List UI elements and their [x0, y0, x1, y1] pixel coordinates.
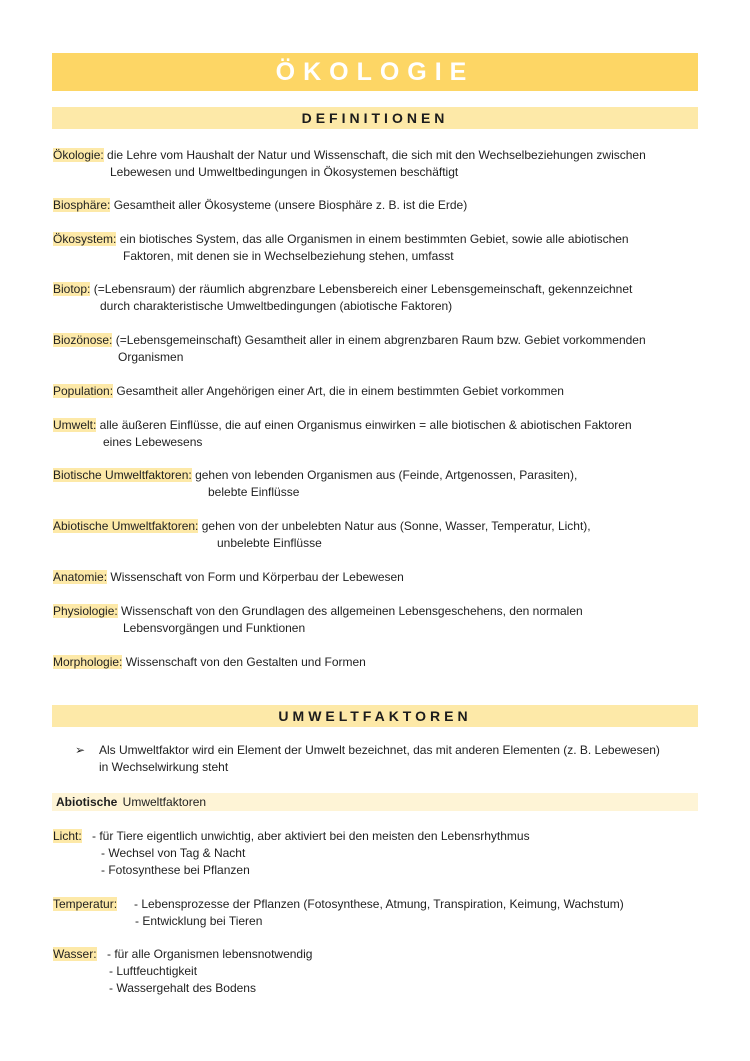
- definition-text: Gesamtheit aller Ökosysteme (unsere Biosphäre z. B. ist die Erde): [110, 198, 468, 212]
- factor-term: Temperatur:: [53, 897, 118, 911]
- subheading-abiotische-umweltfaktoren: [52, 793, 698, 811]
- definition-entry: [53, 281, 703, 315]
- factor-entry-wasser: [53, 946, 313, 997]
- factor-term: Wasser:: [53, 947, 97, 961]
- definition-term: Umwelt:: [53, 418, 97, 432]
- factor-item: - Fotosynthese bei Pflanzen: [101, 863, 250, 877]
- definition-text-cont: Lebewesen und Umweltbedingungen in Ökosystemen beschäftigt: [110, 165, 459, 179]
- definition-entry: [53, 417, 703, 451]
- definition-entry: [53, 197, 703, 214]
- definition-text-cont: belebte Einflüsse: [208, 485, 300, 499]
- definition-text: (=Lebensgemeinschaft) Gesamtheit aller in einem abgrenzbaren Raum bzw. Gebiet vorkommenden: [112, 333, 646, 347]
- section-title: UMWELTFAKTOREN: [278, 708, 472, 724]
- factor-item: - Wassergehalt des Bodens: [109, 981, 256, 995]
- subheading-bold: Abiotische: [56, 795, 118, 809]
- definition-text: ein biotisches System, das alle Organismen in einem bestimmten Gebiet, sowie alle abiotischen: [116, 232, 629, 246]
- definition-text-cont: Faktoren, mit denen sie in Wechselbeziehung stehen, umfasst: [123, 249, 454, 263]
- definition-term: Ökosystem:: [53, 232, 117, 246]
- bullet-text-cont: in Wechselwirkung steht: [99, 760, 229, 774]
- section-header-umweltfaktoren: [52, 705, 698, 727]
- factor-item: - Wechsel von Tag & Nacht: [101, 846, 246, 860]
- definition-entry: [53, 603, 703, 637]
- arrow-bullet-icon: ➢: [75, 743, 86, 757]
- page-title: ÖKOLOGIE: [275, 57, 475, 86]
- bullet-text: Als Umweltfaktor wird ein Element der Umwelt bezeichnet, das mit anderen Elementen (z. B. Lebewesen): [99, 743, 660, 757]
- definition-text-cont: unbelebte Einflüsse: [217, 536, 322, 550]
- section-title: DEFINITIONEN: [301, 110, 449, 126]
- definition-entry: [53, 467, 703, 501]
- factor-item: - Lebensprozesse der Pflanzen (Fotosynthese, Atmung, Transpiration, Keimung, Wachstum): [134, 897, 624, 911]
- definition-text: die Lehre vom Haushalt der Natur und Wissenschaft, die sich mit den Wechselbeziehungen zwischen: [103, 148, 646, 162]
- definition-text: Gesamtheit aller Angehörigen einer Art, die in einem bestimmten Gebiet vorkommen: [113, 384, 564, 398]
- title-banner: [52, 53, 698, 91]
- factor-item: - Entwicklung bei Tieren: [135, 914, 263, 928]
- factor-term: Licht:: [53, 829, 82, 843]
- definition-term: Ökologie:: [53, 148, 104, 162]
- definition-entry: [53, 518, 703, 552]
- subheading-rest: Umweltfaktoren: [119, 795, 207, 809]
- definition-entry: [53, 147, 703, 181]
- definition-text: gehen von lebenden Organismen aus (Feinde, Artgenossen, Parasiten),: [191, 468, 578, 482]
- factor-entry-temperatur: [53, 896, 624, 930]
- definition-text: (=Lebensraum) der räumlich abgrenzbare Lebensbereich einer Lebensgemeinschaft, gekennzeichnet: [90, 282, 633, 296]
- definition-term: Morphologie:: [53, 655, 123, 669]
- definition-term: Biosphäre:: [53, 198, 111, 212]
- definition-entry: [53, 332, 703, 366]
- factor-item: - für alle Organismen lebensnotwendig: [107, 947, 313, 961]
- definition-term: Physiologie:: [53, 604, 118, 618]
- definition-entry: [53, 231, 703, 265]
- definition-entry: [53, 383, 703, 400]
- definition-term: Biozönose:: [53, 333, 113, 347]
- definition-term: Abiotische Umweltfaktoren:: [53, 519, 199, 533]
- section-header-definitionen: [52, 107, 698, 129]
- definition-entry: [53, 654, 703, 671]
- factor-item: - Luftfeuchtigkeit: [109, 964, 198, 978]
- factor-item: - für Tiere eigentlich unwichtig, aber aktiviert bei den meisten den Lebensrhythmus: [92, 829, 530, 843]
- definition-term: Anatomie:: [53, 570, 108, 584]
- definition-term: Biotop:: [53, 282, 91, 296]
- definition-text: Wissenschaft von den Gestalten und Formen: [122, 655, 366, 669]
- definition-text: Wissenschaft von den Grundlagen des allgemeinen Lebensgeschehens, den normalen: [117, 604, 583, 618]
- definition-text-cont: durch charakteristische Umweltbedingungen (abiotische Faktoren): [100, 299, 453, 313]
- definition-term: Biotische Umweltfaktoren:: [53, 468, 192, 482]
- definition-text: gehen von der unbelebten Natur aus (Sonne, Wasser, Temperatur, Licht),: [198, 519, 591, 533]
- definition-text-cont: Lebensvorgängen und Funktionen: [123, 621, 306, 635]
- definition-entry: [53, 569, 703, 586]
- factor-entry-licht: [53, 828, 530, 879]
- definition-text-cont: Organismen: [118, 350, 184, 364]
- definition-text: alle äußeren Einflüsse, die auf einen Organismus einwirken = alle biotischen & abiotischen Faktoren: [96, 418, 632, 432]
- definition-term: Population:: [53, 384, 114, 398]
- definition-text: Wissenschaft von Form und Körperbau der Lebewesen: [107, 570, 404, 584]
- definition-text-cont: eines Lebewesens: [103, 435, 203, 449]
